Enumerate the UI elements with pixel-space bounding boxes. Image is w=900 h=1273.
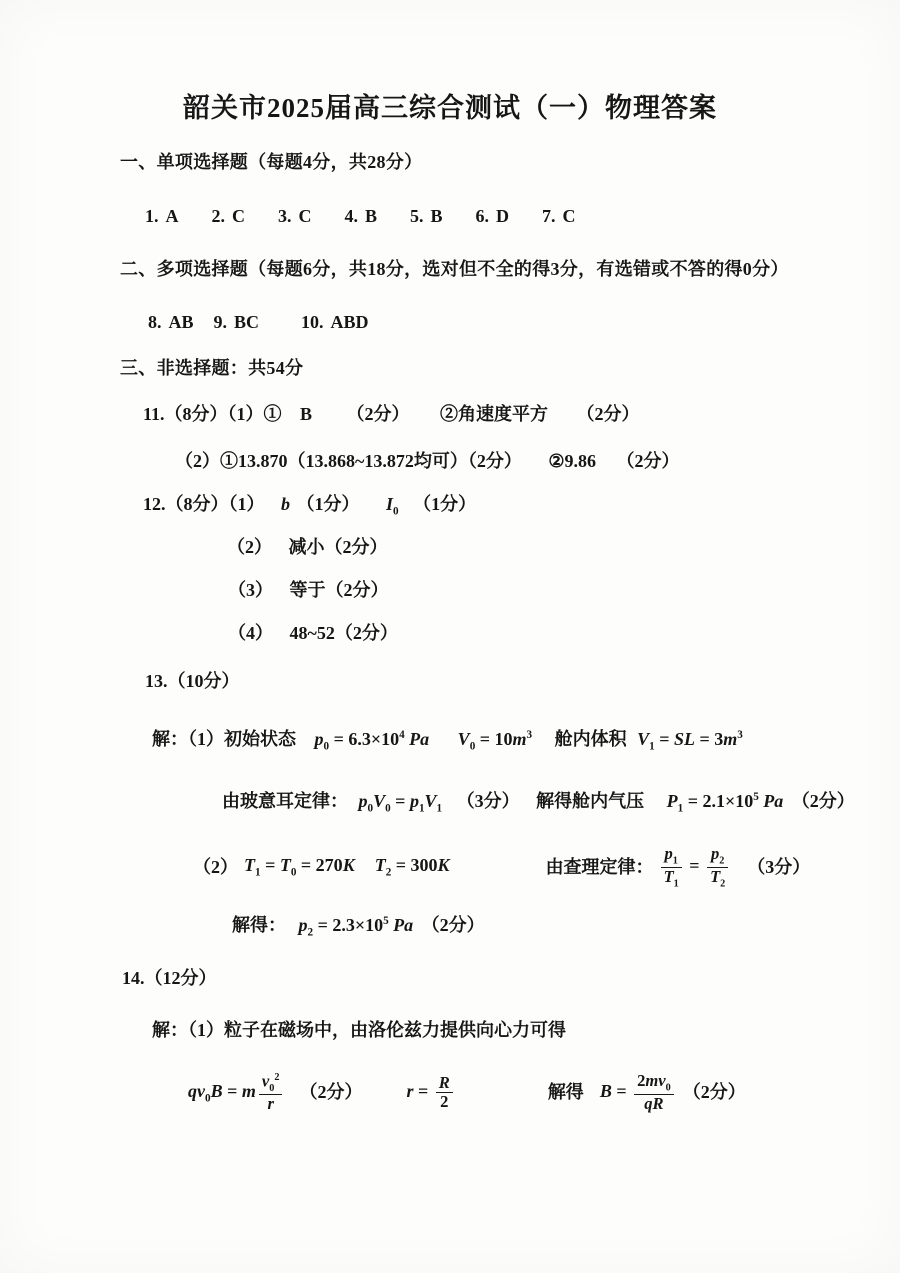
answer-item-7 — [542, 204, 576, 229]
q13-boyle-result-score: （2分） — [791, 791, 855, 811]
q12-line1 — [143, 492, 476, 520]
question-number: 2. — [211, 206, 225, 226]
q12-item2 — [227, 535, 388, 560]
answer-item-4 — [345, 204, 378, 229]
section2-answer-row — [148, 310, 369, 335]
question-number: 1. — [145, 206, 159, 226]
answer-item-6 — [476, 204, 510, 229]
answer-letter: A — [165, 206, 179, 226]
q13-solution-line1 — [152, 727, 743, 755]
q13-solve-label: 解得： — [232, 915, 286, 935]
q13-boyle-score: （3分） — [456, 791, 520, 811]
section2-heading: 二、多项选择题（每题6分，共18分，选对但不全的得3分，有选错或不答的得0分） — [120, 259, 789, 279]
question-number: 10. — [301, 312, 324, 332]
q11-score2: （2分） — [576, 404, 640, 424]
answer-item-9 — [214, 310, 260, 335]
question-number: 7. — [542, 206, 556, 226]
answer-item-1 — [145, 204, 179, 229]
item-label: （4） — [228, 623, 273, 643]
answer-item-3 — [278, 204, 312, 229]
q13-charles-score: （3分） — [747, 856, 811, 877]
q12-item3 — [228, 578, 389, 603]
question-number: 5. — [410, 206, 424, 226]
q11-part2-score: （2分） — [616, 451, 680, 471]
q14-eq-radius: r = $\frac{R}{2}$ — [406, 1074, 455, 1112]
answer-item-2 — [212, 204, 246, 229]
q12-score1: （1分） — [296, 494, 360, 514]
answer-item-10 — [301, 310, 369, 335]
q13-eq-v1: $V_1$ = SL = $3m^3$ — [637, 729, 743, 753]
item-label: （2） — [227, 537, 272, 557]
answer-letter: D — [496, 206, 510, 226]
q11-part2-answer2: ②9.86 — [548, 451, 596, 471]
answer-letter: C — [298, 206, 312, 226]
page-title: 韶关市2025届高三综合测试（一）物理答案 — [183, 93, 717, 123]
answer-letter: C — [562, 206, 576, 226]
q11-line2 — [175, 449, 680, 474]
q13-eq-p0: $p_0 = 6.3\times 10^4$ Pa — [314, 729, 430, 753]
q13-eq-t2: $T_2 = 300K$ — [374, 855, 450, 879]
q13-sol-prefix: 解：（1）初始状态 — [152, 729, 296, 749]
section1-answer-row — [145, 204, 576, 229]
item-answer: 48~52（2分） — [289, 623, 398, 643]
q13-solve-score: （2分） — [421, 915, 485, 935]
q13-heading: 13.（10分） — [145, 671, 240, 691]
answer-letter: B — [365, 206, 378, 226]
q14-eq3-score: （2分） — [682, 1082, 746, 1103]
q13-part2-label: （2） — [193, 856, 238, 877]
q11-line1 — [143, 402, 640, 427]
answer-letters: BC — [234, 312, 260, 332]
q14-solution-text: 解：（1）粒子在磁场中，由洛伦兹力提供向心力可得 — [152, 1020, 566, 1040]
q11-prefix: 11.（8分）（1）① — [143, 404, 282, 424]
q13-eq-v0: $V_0 = 10m^3$ — [457, 729, 533, 753]
q12-answer-b: b — [281, 494, 290, 514]
question-number: 3. — [278, 206, 292, 226]
q11-part2-answer1: （2）①13.870（13.868~13.872均可）（2分） — [175, 451, 522, 471]
q13-part2-line — [193, 845, 810, 890]
q11-score1: （2分） — [346, 404, 410, 424]
item-answer: 等于（2分） — [289, 580, 389, 600]
answer-item-5 — [410, 204, 443, 229]
q12-score2: （1分） — [413, 494, 477, 514]
q13-eq-p1: $P_1 = 2.1\times 10^5$ Pa — [666, 791, 784, 815]
q13-boyle-result-label: 解得舱内气压 — [536, 791, 645, 811]
question-number: 9. — [213, 312, 228, 332]
q14-eq1-score: （2分） — [299, 1082, 363, 1103]
q14-formula-line — [188, 1072, 746, 1114]
q13-eq-t1: $T_1 = T_0 = 270K$ — [244, 855, 355, 879]
q13-solve-line — [232, 913, 485, 941]
q13-boyle-label: 由玻意耳定律： — [222, 791, 348, 811]
q12-prefix: 12.（8分）（1） — [143, 494, 265, 514]
q14-eq-b: B = $\frac{2mv_0}{qR}$ — [600, 1072, 677, 1113]
question-number: 8. — [148, 312, 162, 332]
answer-letter: C — [232, 206, 245, 226]
answer-item-8 — [148, 310, 194, 335]
question-number: 6. — [475, 206, 490, 226]
question-number: 4. — [344, 206, 358, 226]
answer-letters: AB — [168, 312, 194, 332]
answer-letter: B — [430, 206, 443, 226]
q13-boyle-line — [222, 789, 855, 817]
q13-eq-p2: $p_2 = 2.3\times 10^5$ Pa — [298, 915, 414, 939]
section1-heading: 一、单项选择题（每题4分，共28分） — [120, 152, 423, 172]
q13-eq-boyle: $p_0V_0 = p_1V_1$ — [358, 791, 443, 815]
item-label: （3） — [228, 580, 273, 600]
q13-charles-label: 由查理定律： — [545, 856, 654, 877]
q14-eq-lorentz: $qv_0B = m$ $\frac{v_0^2}{r}$ — [188, 1072, 285, 1114]
q11-answer1: B — [300, 404, 313, 424]
q12-answer-i0: $I_0$ — [386, 494, 399, 518]
q13-eq-charles: $\frac{p_1}{T_1}$ = $\frac{p_2}{T_2}$ — [658, 845, 732, 890]
item-answer: 减小（2分） — [288, 537, 388, 557]
q11-answer2: ②角速度平方 — [440, 404, 549, 424]
section3-heading: 三、非选择题：共54分 — [120, 358, 304, 378]
answer-letters: ABD — [330, 312, 369, 332]
q12-item4 — [228, 621, 398, 646]
q14-solve-label: 解得 — [547, 1082, 584, 1103]
q13-cabin-label: 舱内体积 — [554, 729, 627, 749]
q14-heading: 14.（12分） — [122, 968, 217, 988]
